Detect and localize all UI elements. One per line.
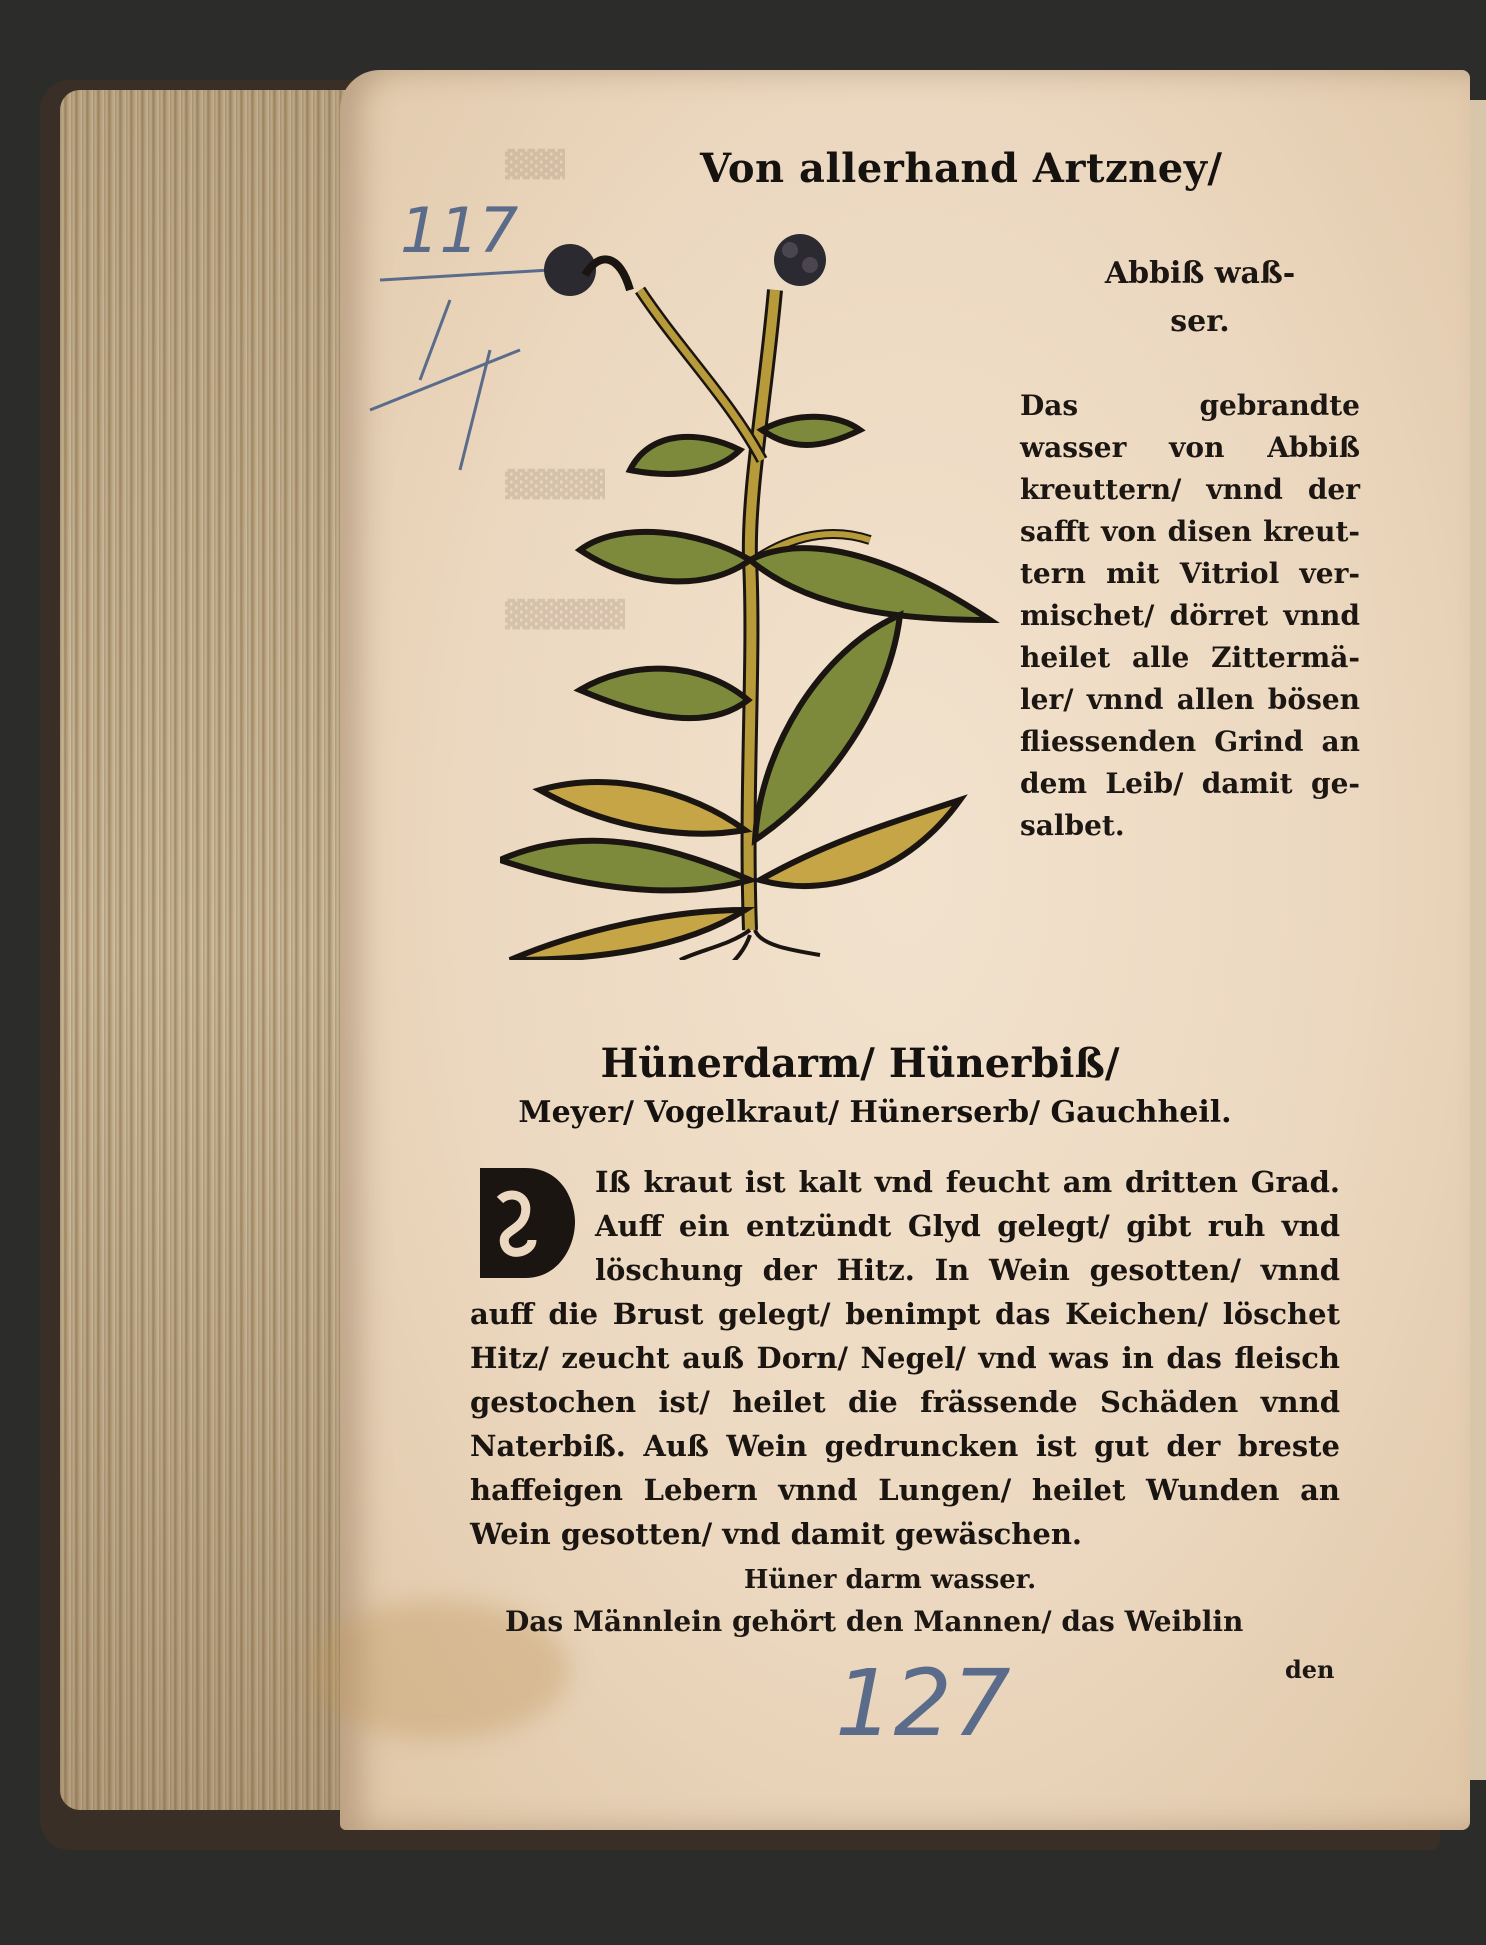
- plant-woodcut-illustration: [500, 230, 1010, 960]
- show-through-text: ▓▓▓: [505, 150, 565, 180]
- entry-text-huenerdarm: [470, 1160, 1340, 1556]
- entry-title-abbiss-wasser: [1030, 250, 1370, 346]
- entry-title-line: Abbiß waß-: [1104, 256, 1296, 291]
- drop-cap-ornament: [470, 1160, 580, 1285]
- entry-text-first-line: Das Männlein gehört den Mannen/ das Weiblin: [505, 1605, 1244, 1638]
- entry-text-abbiss-wasser: Das gebrandte wasser von Abbiß kreuttern/ vnnd der safft von disen kreut- tern mit Vitriol ver- mischet/ dörret vnnd heilet alle Zittermä- ler/ vnnd allen bösen fliessenden Grind an dem Leib/ damit ge- salbet.: [1020, 389, 1360, 842]
- show-through-text: ▓▓▓▓▓▓: [505, 600, 625, 630]
- entry-subtitle-synonyms: Meyer/ Vogelkraut/ Hünerserb/ Gauchheil.: [518, 1095, 1232, 1130]
- entry-title-huenerdarm: Hünerdarm/ Hünerbiß/: [600, 1040, 1120, 1087]
- show-through-text: ▓▓▓▓▓: [505, 470, 605, 500]
- catchword: den: [1285, 1655, 1335, 1684]
- entry-body: Iß kraut ist kalt vnd feucht am dritten Grad. Auff ein entzündt Glyd gelegt/ gibt ruh vnd löschung der Hitz. In Wein gesotten/ vnnd auff die Brust gelegt/ benimpt das Keichen/ löschet Hitz/ zeucht auß Dorn/ Negel/ vnd was in das fleisch gestochen ist/ heilet die frässende Schäden vnnd Naterbiß. Auß Wein gedruncken ist gut der breste haffeigen Lebern vnnd Lungen/ heilet Wunden an Wein gesotten/ vnd damit gewäschen.: [470, 1165, 1340, 1551]
- drop-cap: [470, 1160, 595, 1290]
- manuscript-page-number: 127: [835, 1650, 1011, 1757]
- entry-title-line: ser.: [1170, 304, 1230, 339]
- entry-title-huenerdarm-wasser: Hüner darm wasser.: [743, 1565, 1037, 1595]
- page-edges: [60, 90, 380, 1810]
- manuscript-note-number: 117: [400, 194, 519, 267]
- running-title: Von allerhand Artzney/: [700, 145, 1223, 192]
